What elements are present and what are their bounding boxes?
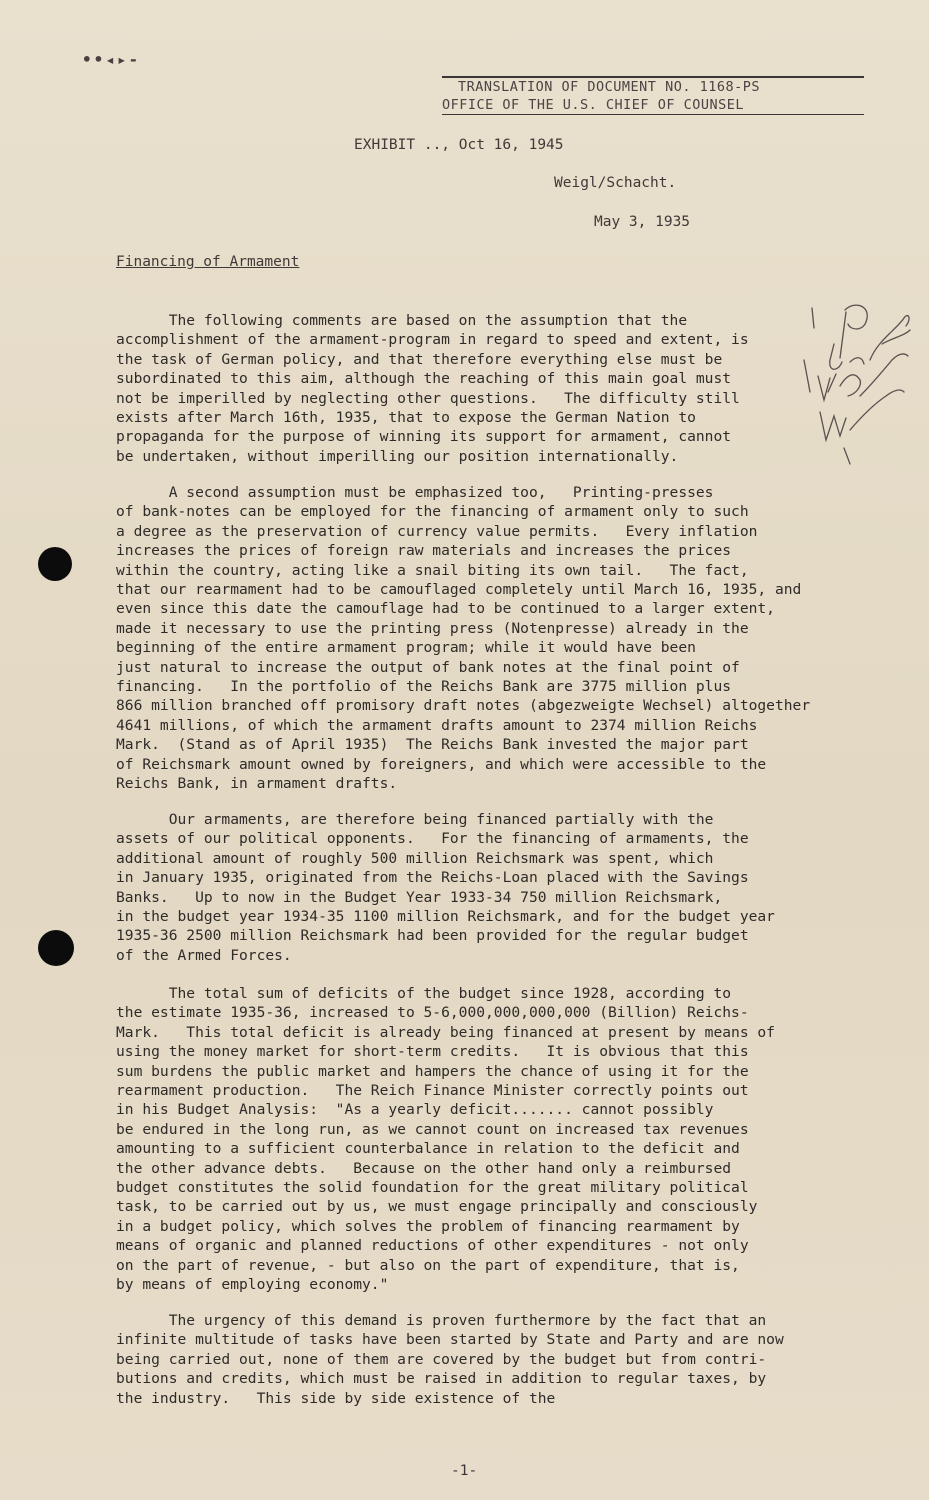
text-line: in a budget policy, which solves the problem of financing rearmament by <box>116 1217 740 1235</box>
text-line: The urgency of this demand is proven furthermore by the fact that an <box>116 1312 767 1329</box>
text-line: Mark. (Stand as of April 1935) The Reichs Bank invested the major part <box>116 736 749 754</box>
text-line: the industry. This side by side existence of the <box>116 1389 556 1407</box>
text-line: task, to be carried out by us, we must engage principally and consciously <box>116 1198 758 1216</box>
header-rule-top <box>442 76 864 78</box>
text-line: of bank-notes can be employed for the financing of armament only to such <box>116 503 749 521</box>
text-line: The following comments are based on the assumption that the <box>116 312 688 329</box>
exhibit-line: EXHIBIT .., Oct 16, 1945 <box>354 137 564 153</box>
text-line: the task of German policy, and that therefore everything else must be <box>116 350 723 368</box>
author-line: Weigl/Schacht. <box>554 175 677 191</box>
text-line: in January 1935, originated from the Reichs-Loan placed with the Savings <box>116 869 749 887</box>
paragraph-5 <box>116 1311 784 1408</box>
text-line: 866 million branched off promisory draft notes (abgezweigte Wechsel) altogether <box>116 697 811 715</box>
text-line: butions and credits, which must be raised in addition to regular taxes, by <box>116 1370 767 1388</box>
text-line: The total sum of deficits of the budget since 1928, according to <box>116 985 732 1002</box>
text-line: in the budget year 1934-35 1100 million Reichsmark, and for the budget year <box>116 908 775 926</box>
text-line: within the country, acting like a snail biting its own tail. The fact, <box>116 561 749 579</box>
date-line: May 3, 1935 <box>594 214 691 230</box>
text-line: made it necessary to use the printing press (Notenpresse) already in the <box>116 619 749 637</box>
margin-handwriting-annotation <box>800 300 925 470</box>
paragraph-4 <box>116 984 775 1295</box>
page-number: -1- <box>451 1463 478 1479</box>
text-line: Our armaments, are therefore being financed partially with the <box>116 811 714 828</box>
text-line: of Reichsmark amount owned by foreigners, and which were accessible to the <box>116 755 767 773</box>
text-line: on the part of revenue, - but also on the part of expenditure, that is, <box>116 1256 740 1274</box>
text-line: Reichs Bank, in armament drafts. <box>116 775 398 793</box>
text-line: subordinated to this aim, although the reaching of this main goal must <box>116 370 732 388</box>
punch-hole-upper <box>38 547 72 581</box>
text-line: even since this date the camouflage had to be continued to a larger extent, <box>116 600 775 618</box>
text-line: Mark. This total deficit is already being financed at present by means of <box>116 1023 775 1041</box>
text-line: A second assumption must be emphasized too, Printing-presses <box>116 484 714 501</box>
text-line: the estimate 1935-36, increased to 5-6,000,000,000,000 (Billion) Reichs- <box>116 1004 749 1022</box>
text-line: 1935-36 2500 million Reichsmark had been provided for the regular budget <box>116 927 749 945</box>
header-office-line: OFFICE OF THE U.S. CHIEF OF COUNSEL <box>442 97 744 113</box>
text-line: be endured in the long run, as we cannot count on increased tax revenues <box>116 1120 749 1138</box>
text-line: be undertaken, without imperilling our position internationally. <box>116 447 679 465</box>
text-line: beginning of the entire armament program; while it would have been <box>116 639 696 657</box>
text-line: a degree as the preservation of currency value permits. Every inflation <box>116 522 758 540</box>
text-line: additional amount of roughly 500 million Reichsmark was spent, which <box>116 849 714 867</box>
text-line: budget constitutes the solid foundation for the great military political <box>116 1179 749 1197</box>
text-line: the other advance debts. Because on the other hand only a reimbursed <box>116 1159 732 1177</box>
text-line: exists after March 16th, 1935, that to expose the German Nation to <box>116 409 696 427</box>
text-line: of the Armed Forces. <box>116 946 292 964</box>
text-line: infinite multitude of tasks have been started by State and Party and are now <box>116 1331 784 1349</box>
text-line: means of organic and planned reductions of other expenditures - not only <box>116 1237 749 1255</box>
text-line: being carried out, none of them are covered by the budget but from contri- <box>116 1350 767 1368</box>
text-line: accomplishment of the armament-program in regard to speed and extent, is <box>116 331 749 349</box>
text-line: just natural to increase the output of bank notes at the final point of <box>116 658 740 676</box>
text-line: increases the prices of foreign raw materials and increases the prices <box>116 542 732 560</box>
paragraph-1 <box>116 311 749 466</box>
text-line: financing. In the portfolio of the Reichs Bank are 3775 million plus <box>116 678 732 696</box>
text-line: in his Budget Analysis: "As a yearly deficit....... cannot possibly <box>116 1101 714 1119</box>
text-line: assets of our political opponents. For the financing of armaments, the <box>116 830 749 848</box>
paragraph-3 <box>116 810 775 965</box>
text-line: propaganda for the purpose of winning its support for armament, cannot <box>116 428 732 446</box>
text-line: that our rearmament had to be camouflaged completely until March 16, 1935, and <box>116 581 802 599</box>
text-line: by means of employing economy." <box>116 1276 389 1294</box>
text-line: not be imperilled by neglecting other questions. The difficulty still <box>116 389 740 407</box>
punch-hole-lower <box>38 930 74 966</box>
text-line: sum burdens the public market and hampers the chance of using it for the <box>116 1062 749 1080</box>
header-rule-bottom <box>442 114 864 115</box>
header-translation-line: TRANSLATION OF DOCUMENT NO. 1168-PS <box>458 79 760 95</box>
corner-stamp-mark: ••◂▸- <box>82 50 141 69</box>
subject-heading: Financing of Armament <box>116 254 300 270</box>
text-line: amounting to a sufficient counterbalance in relation to the deficit and <box>116 1140 740 1158</box>
text-line: 4641 millions, of which the armament drafts amount to 2374 million Reichs <box>116 716 758 734</box>
text-line: using the money market for short-term credits. It is obvious that this <box>116 1043 749 1061</box>
text-line: Banks. Up to now in the Budget Year 1933-34 750 million Reichsmark, <box>116 888 723 906</box>
paragraph-2 <box>116 483 810 794</box>
text-line: rearmament production. The Reich Finance Minister correctly points out <box>116 1082 749 1100</box>
